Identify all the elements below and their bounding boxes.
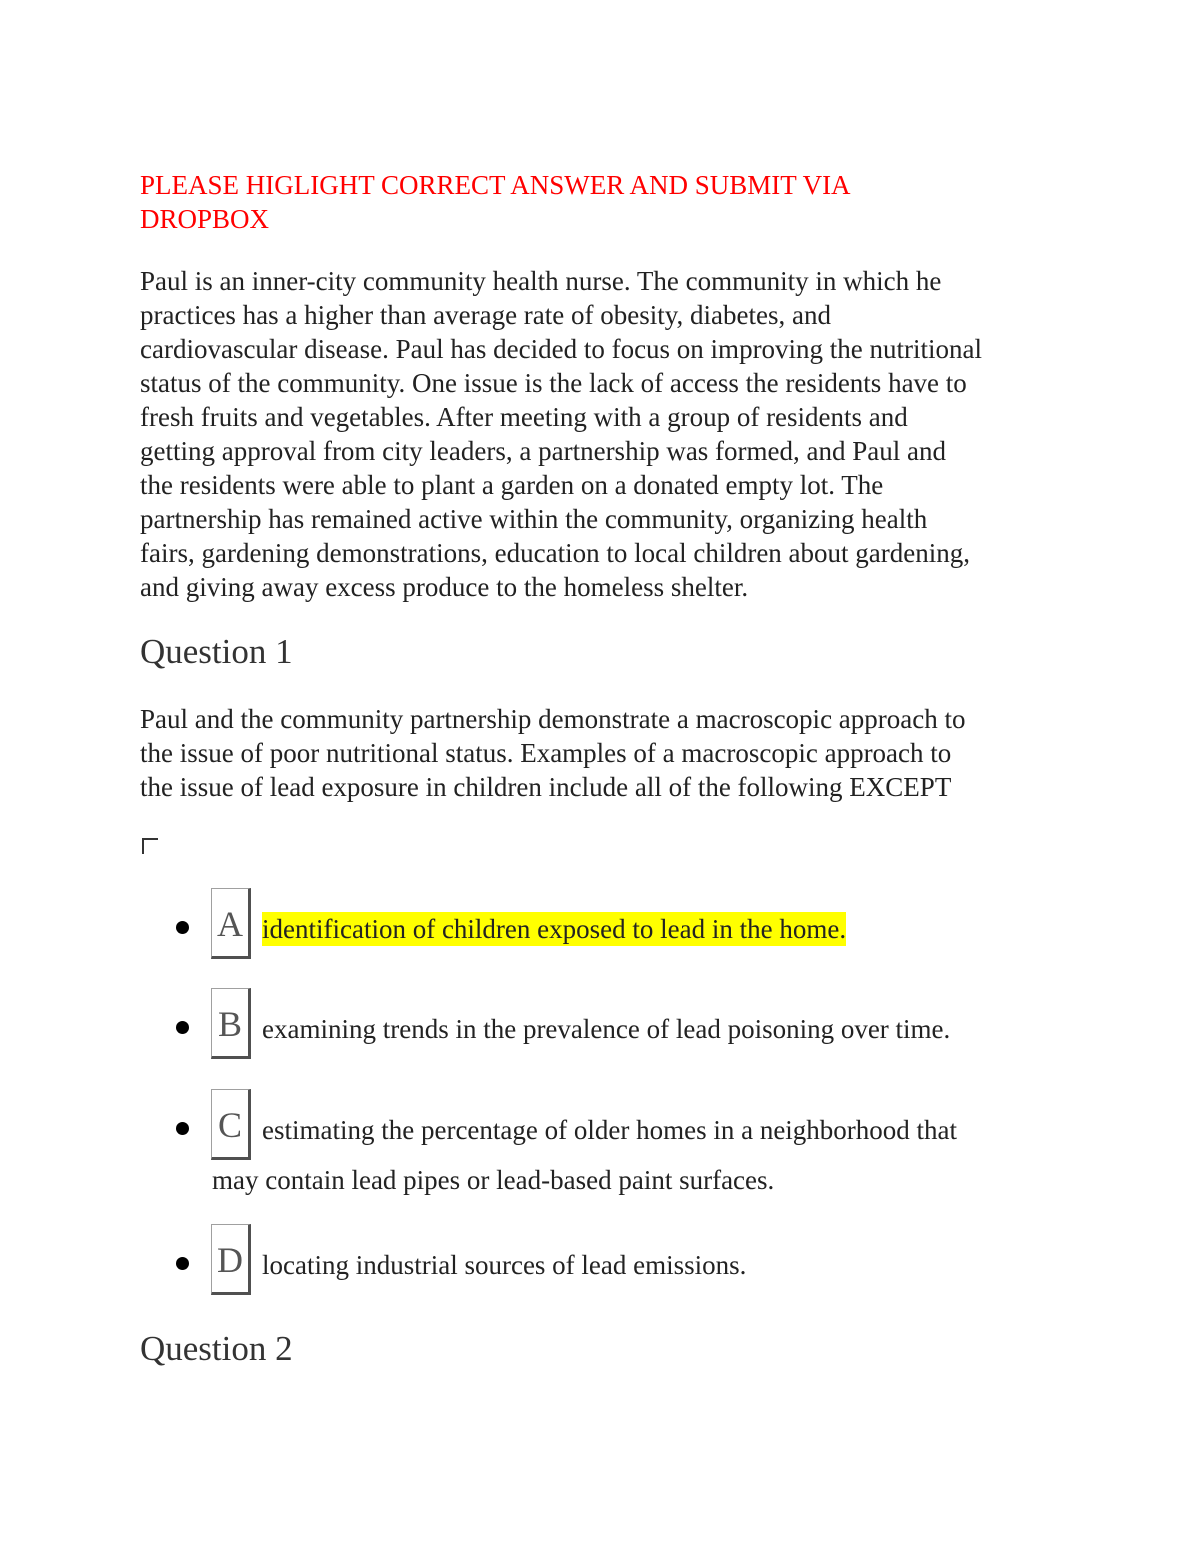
scenario-line: fairs, gardening demonstrations, education to local children about gardening, bbox=[140, 538, 970, 568]
option-letter-box[interactable]: B bbox=[211, 988, 251, 1059]
scenario-line: partnership has remained active within the community, organizing health bbox=[140, 504, 928, 534]
option-text: estimating the percentage of older homes in a neighborhood that bbox=[262, 1115, 958, 1145]
option-letter-box[interactable]: A bbox=[211, 888, 251, 959]
instruction-text bbox=[140, 168, 1040, 236]
question-line: the issue of lead exposure in children include all of the following EXCEPT bbox=[140, 772, 952, 802]
checkbox-icon bbox=[142, 838, 158, 854]
instruction-line: DROPBOX bbox=[140, 204, 270, 234]
question-line: the issue of poor nutritional status. Examples of a macroscopic approach to bbox=[140, 738, 952, 768]
scenario-line: getting approval from city leaders, a partnership was formed, and Paul and bbox=[140, 436, 946, 466]
option-text: examining trends in the prevalence of lead poisoning over time. bbox=[262, 1014, 951, 1044]
question-2-heading: Question 2 bbox=[140, 1329, 293, 1368]
scenario-paragraph bbox=[140, 264, 1080, 604]
option-letter-box[interactable]: D bbox=[211, 1224, 251, 1295]
question-line: Paul and the community partnership demonstrate a macroscopic approach to bbox=[140, 704, 966, 734]
option-text-continuation: may contain lead pipes or lead-based paint surfaces. bbox=[212, 1165, 775, 1195]
bullet-icon bbox=[176, 1122, 189, 1135]
option-text: locating industrial sources of lead emissions. bbox=[262, 1250, 747, 1280]
scenario-line: the residents were able to plant a garden on a donated empty lot. The bbox=[140, 470, 884, 500]
scenario-line: practices has a higher than average rate of obesity, diabetes, and bbox=[140, 300, 831, 330]
option-letter-box[interactable]: C bbox=[211, 1089, 251, 1160]
bullet-icon bbox=[176, 921, 189, 934]
bullet-icon bbox=[176, 1021, 189, 1034]
scenario-line: fresh fruits and vegetables. After meeting with a group of residents and bbox=[140, 402, 908, 432]
question-1-text bbox=[140, 702, 1080, 804]
question-1-heading: Question 1 bbox=[140, 632, 293, 671]
scenario-line: cardiovascular disease. Paul has decided to focus on improving the nutritional bbox=[140, 334, 983, 364]
option-text-highlighted: identification of children exposed to lead in the home. bbox=[262, 914, 847, 944]
bullet-icon bbox=[176, 1257, 189, 1270]
instruction-line: PLEASE HIGLIGHT CORRECT ANSWER AND SUBMIT VIA bbox=[140, 170, 851, 200]
scenario-line: status of the community. One issue is the lack of access the residents have to bbox=[140, 368, 967, 398]
scenario-line: and giving away excess produce to the homeless shelter. bbox=[140, 572, 749, 602]
scenario-line: Paul is an inner-city community health nurse. The community in which he bbox=[140, 266, 942, 296]
